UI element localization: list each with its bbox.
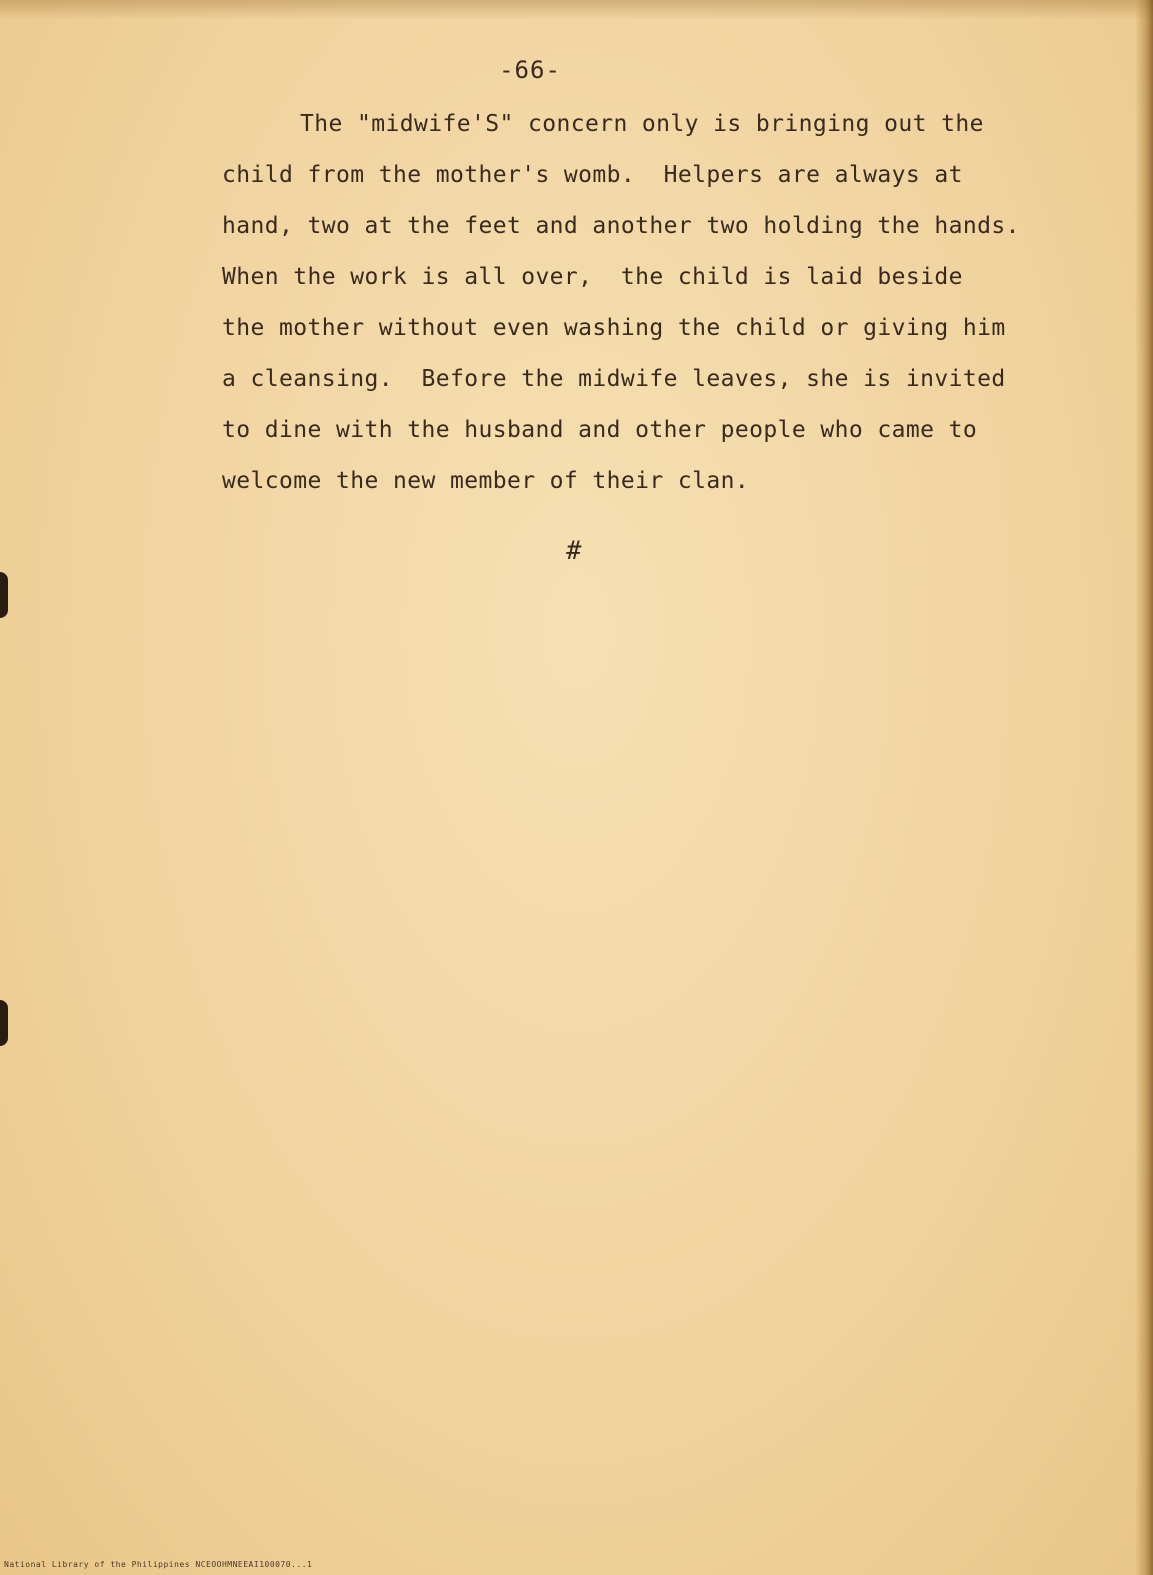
section-end-mark: # bbox=[566, 536, 582, 566]
text-line: a cleansing. Before the midwife leaves, she is invited bbox=[222, 366, 1006, 392]
binding-hole bbox=[0, 572, 8, 618]
text-line: child from the mother's womb. Helpers are always at bbox=[222, 162, 963, 188]
paragraph bbox=[222, 104, 1082, 512]
text-line: to dine with the husband and other people who came to bbox=[222, 417, 978, 443]
text-line: The "midwife'S" concern only is bringing out the bbox=[300, 111, 984, 137]
text-line: hand, two at the feet and another two holding the hands. bbox=[222, 213, 1020, 239]
archive-footer-stamp: National Library of the Philippines NCEOOHMNEEAI100070...1 bbox=[4, 1560, 313, 1569]
paper-right-edge bbox=[1135, 0, 1153, 1575]
text-line: When the work is all over, the child is laid beside bbox=[222, 264, 963, 290]
binding-hole bbox=[0, 1000, 8, 1046]
text-line: the mother without even washing the child or giving him bbox=[222, 315, 1006, 341]
page-number: -66- bbox=[499, 56, 561, 84]
paper-top-shadow bbox=[0, 0, 1153, 20]
text-line: welcome the new member of their clan. bbox=[222, 468, 750, 494]
